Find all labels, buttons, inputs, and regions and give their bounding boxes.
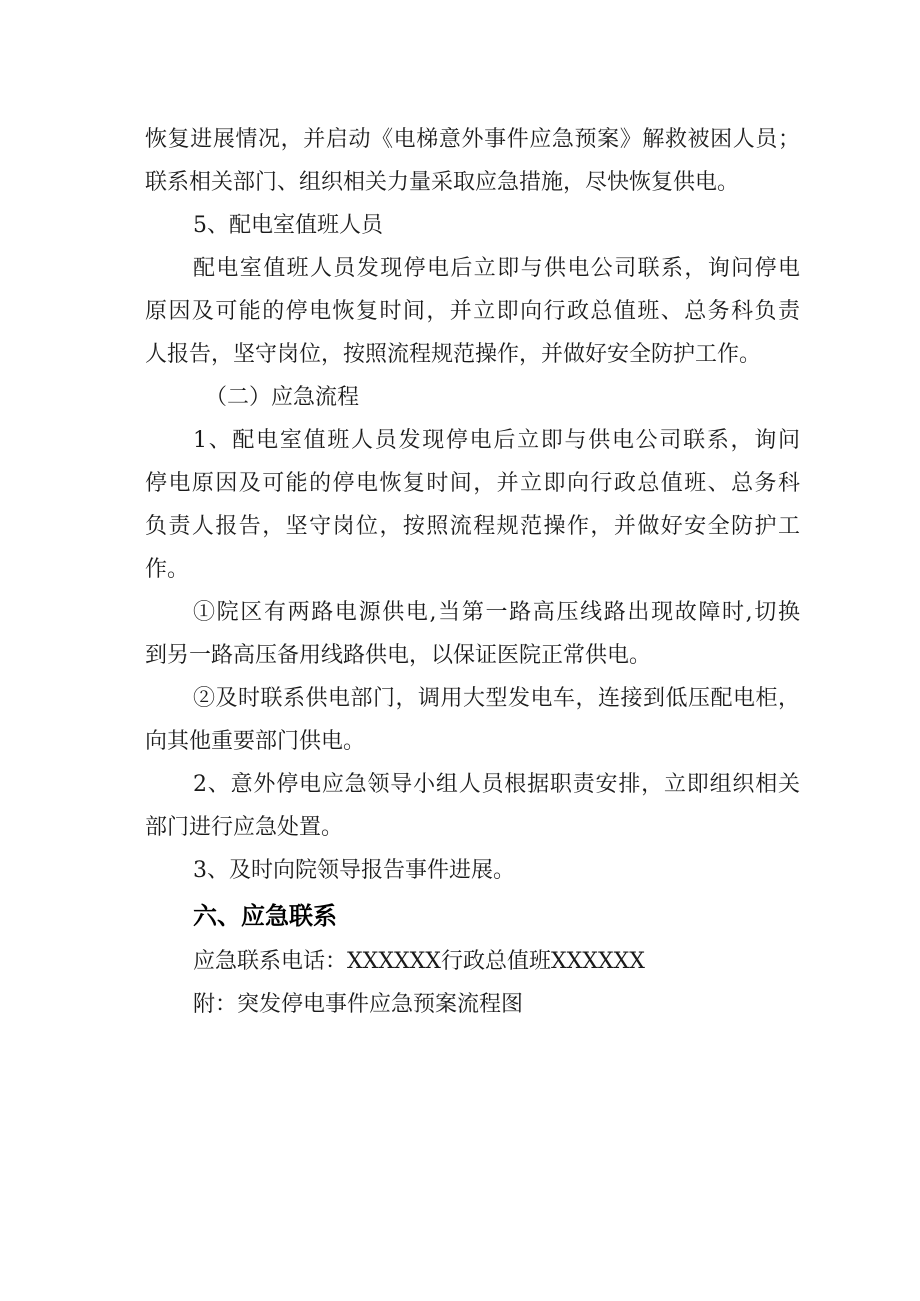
contact-line: 应急联系电话：XXXXXX行政总值班XXXXXX <box>193 949 645 974</box>
paragraph-line: 到另一路高压备用线路供电，以保证医院正常供电。 <box>145 643 652 668</box>
paragraph-line: 负责人报告，坚守岗位，按照流程规范操作，并做好安全防护工 <box>145 514 800 539</box>
paragraph-line: 部门进行应急处置。 <box>145 815 344 840</box>
paragraph-line: 联系相关部门、组织相关力量采取应急措施，尽快恢复供电。 <box>145 170 740 195</box>
paragraph-line: ②及时联系供电部门，调用大型发电车，连接到低压配电柜， <box>193 686 800 711</box>
paragraph-line: 人报告，坚守岗位，按照流程规范操作，并做好安全防护工作。 <box>145 342 762 367</box>
paragraph-line: 3、及时向院领导报告事件进展。 <box>193 858 515 883</box>
attachment-line: 附：突发停电事件应急预案流程图 <box>193 992 524 1017</box>
item-5-title: 5、配电室值班人员 <box>193 213 383 238</box>
paragraph-line: ①院区有两路电源供电,当第一路高压线路出现故障时,切换 <box>193 600 800 625</box>
paragraph-line: 作。 <box>145 557 190 582</box>
paragraph-line: 配电室值班人员发现停电后立即与供电公司联系，询问停电 <box>193 256 800 281</box>
section-2-title: （二）应急流程 <box>205 385 360 410</box>
paragraph-line: 2、意外停电应急领导小组人员根据职责安排，立即组织相关 <box>193 772 800 797</box>
paragraph-line: 恢复进展情况，并启动《电梯意外事件应急预案》解救被困人员； <box>145 127 800 152</box>
paragraph-line: 停电原因及可能的停电恢复时间，并立即向行政总值班、总务科 <box>145 471 800 496</box>
paragraph-line: 1、配电室值班人员发现停电后立即与供电公司联系，询问 <box>193 428 800 453</box>
paragraph-line: 原因及可能的停电恢复时间，并立即向行政总值班、总务科负责 <box>145 299 800 324</box>
section-6-heading: 六、应急联系 <box>193 901 337 930</box>
paragraph-line: 向其他重要部门供电。 <box>145 729 366 754</box>
